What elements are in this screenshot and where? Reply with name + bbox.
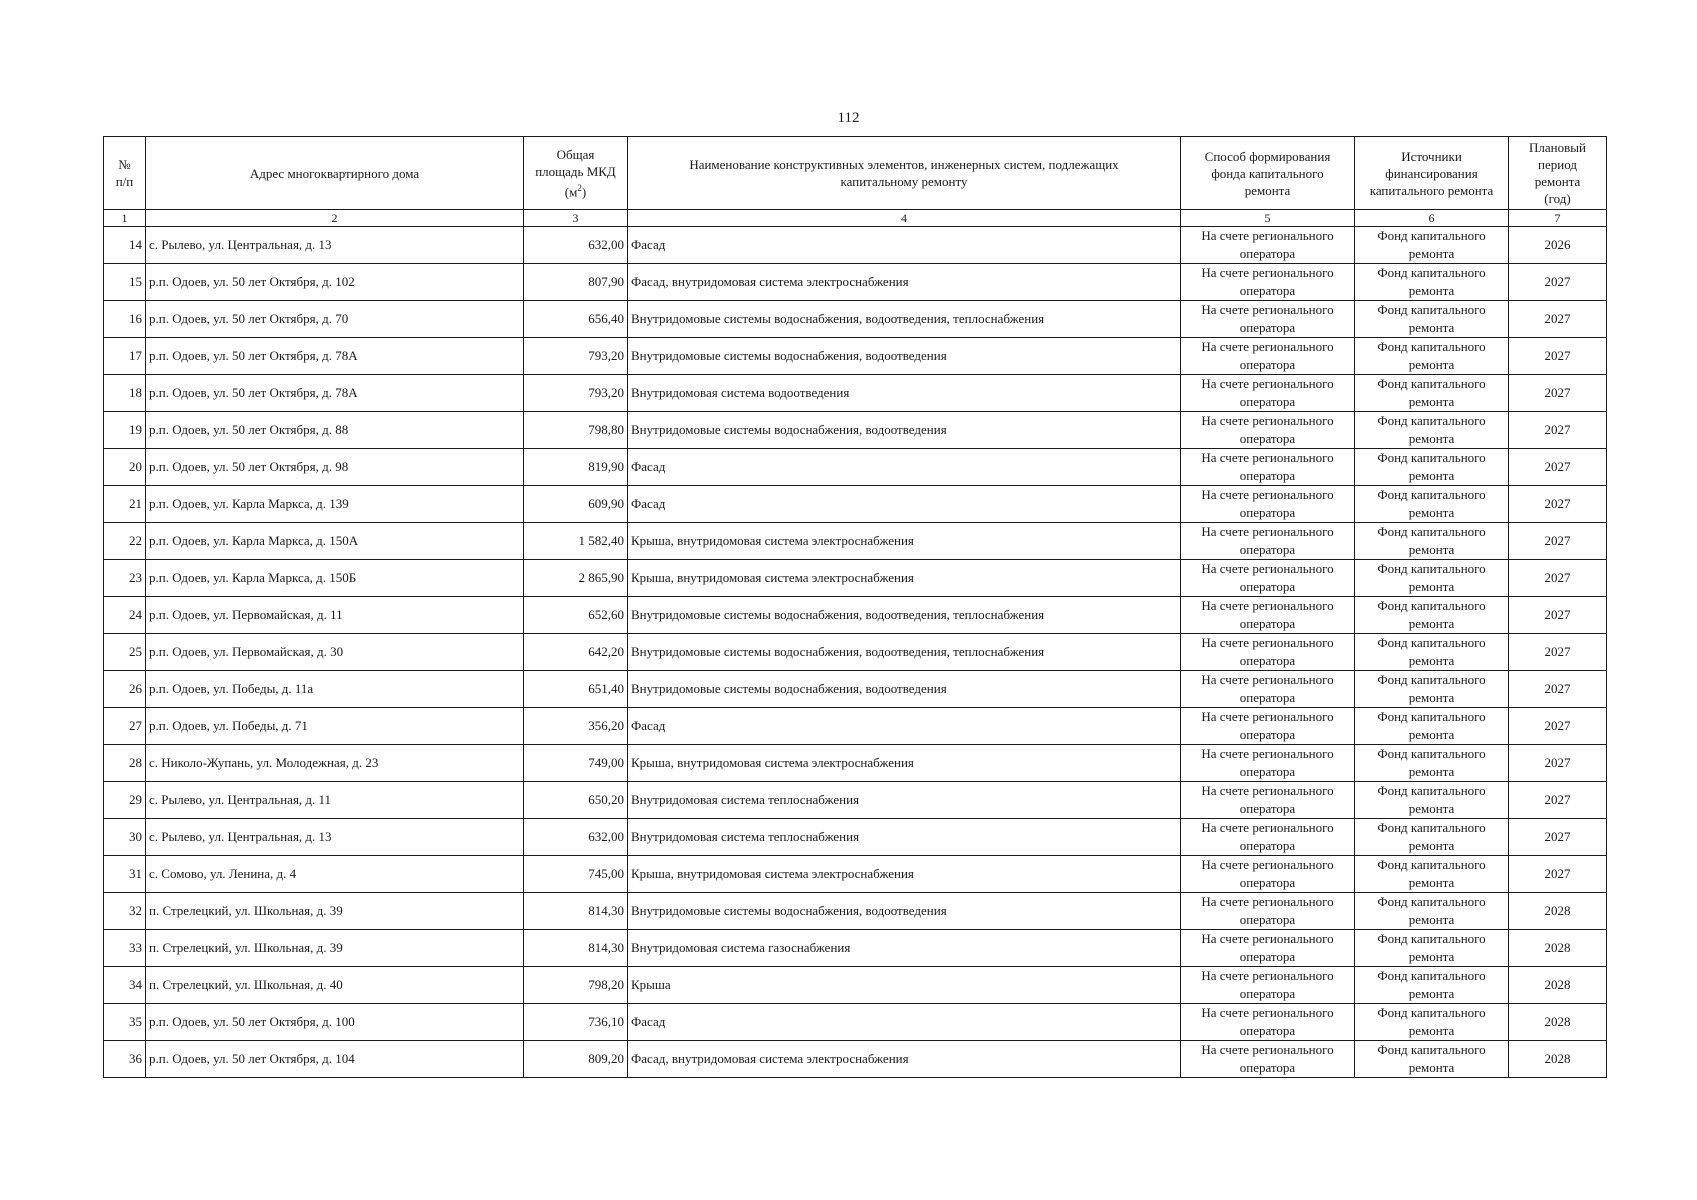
row-year: 2027: [1509, 301, 1607, 338]
table-body: [104, 227, 1607, 1078]
row-year: 2028: [1509, 1004, 1607, 1041]
row-address: р.п. Одоев, ул. 50 лет Октября, д. 102: [146, 264, 524, 301]
column-number: 7: [1509, 210, 1607, 227]
row-year: 2027: [1509, 708, 1607, 745]
page-number: 112: [837, 110, 860, 126]
row-method: На счете регионального оператора: [1181, 301, 1355, 338]
header-row: [104, 137, 1607, 210]
row-address: п. Стрелецкий, ул. Школьная, д. 39: [146, 930, 524, 967]
row-number: 36: [104, 1041, 146, 1078]
table-row: [104, 597, 1607, 634]
row-area: 736,10: [524, 1004, 628, 1041]
row-method: На счете регионального оператора: [1181, 708, 1355, 745]
row-elements: Фасад: [628, 227, 1181, 264]
row-method: На счете регионального оператора: [1181, 1041, 1355, 1078]
row-address: р.п. Одоев, ул. 50 лет Октября, д. 78А: [146, 375, 524, 412]
row-address: п. Стрелецкий, ул. Школьная, д. 40: [146, 967, 524, 1004]
header-period: Плановый период ремонта (год): [1509, 137, 1607, 210]
row-area: 798,20: [524, 967, 628, 1004]
row-address: р.п. Одоев, ул. Карла Маркса, д. 139: [146, 486, 524, 523]
table-row: [104, 560, 1607, 597]
table-row: [104, 264, 1607, 301]
table-row: [104, 671, 1607, 708]
row-number: 30: [104, 819, 146, 856]
row-method: На счете регионального оператора: [1181, 338, 1355, 375]
row-address: с. Рылево, ул. Центральная, д. 13: [146, 227, 524, 264]
row-method: На счете регионального оператора: [1181, 893, 1355, 930]
row-number: 21: [104, 486, 146, 523]
row-address: с. Рылево, ул. Центральная, д. 11: [146, 782, 524, 819]
row-year: 2027: [1509, 486, 1607, 523]
table-row: [104, 338, 1607, 375]
row-source: Фонд капитального ремонта: [1355, 338, 1509, 375]
table-row: [104, 1004, 1607, 1041]
row-year: 2027: [1509, 264, 1607, 301]
row-number: 19: [104, 412, 146, 449]
row-source: Фонд капитального ремонта: [1355, 301, 1509, 338]
row-number: 23: [104, 560, 146, 597]
table-row: [104, 301, 1607, 338]
column-number: 5: [1181, 210, 1355, 227]
column-number: 6: [1355, 210, 1509, 227]
row-address: р.п. Одоев, ул. 50 лет Октября, д. 88: [146, 412, 524, 449]
row-year: 2027: [1509, 856, 1607, 893]
row-area: 642,20: [524, 634, 628, 671]
row-address: р.п. Одоев, ул. Карла Маркса, д. 150А: [146, 523, 524, 560]
row-source: Фонд капитального ремонта: [1355, 893, 1509, 930]
table-row: [104, 819, 1607, 856]
row-elements: Фасад: [628, 708, 1181, 745]
row-method: На счете регионального оператора: [1181, 634, 1355, 671]
row-method: На счете регионального оператора: [1181, 486, 1355, 523]
row-elements: Внутридомовая система теплоснабжения: [628, 819, 1181, 856]
header-source: Источники финансирования капитального ремонта: [1355, 137, 1509, 210]
row-source: Фонд капитального ремонта: [1355, 930, 1509, 967]
row-year: 2028: [1509, 967, 1607, 1004]
row-source: Фонд капитального ремонта: [1355, 375, 1509, 412]
header-method: Способ формирования фонда капитального ремонта: [1181, 137, 1355, 210]
row-source: Фонд капитального ремонта: [1355, 412, 1509, 449]
table-row: [104, 708, 1607, 745]
table-row: [104, 523, 1607, 560]
row-year: 2027: [1509, 375, 1607, 412]
row-method: На счете регионального оператора: [1181, 375, 1355, 412]
row-address: р.п. Одоев, ул. 50 лет Октября, д. 78А: [146, 338, 524, 375]
column-number: 4: [628, 210, 1181, 227]
row-year: 2028: [1509, 1041, 1607, 1078]
row-elements: Внутридомовые системы водоснабжения, водоотведения: [628, 671, 1181, 708]
row-year: 2027: [1509, 782, 1607, 819]
row-method: На счете регионального оператора: [1181, 264, 1355, 301]
row-number: 26: [104, 671, 146, 708]
row-elements: Внутридомовая система теплоснабжения: [628, 782, 1181, 819]
row-elements: Фасад: [628, 449, 1181, 486]
row-number: 33: [104, 930, 146, 967]
row-number: 35: [104, 1004, 146, 1041]
row-source: Фонд капитального ремонта: [1355, 1041, 1509, 1078]
table-row: [104, 486, 1607, 523]
row-area: 798,80: [524, 412, 628, 449]
row-source: Фонд капитального ремонта: [1355, 856, 1509, 893]
row-number: 15: [104, 264, 146, 301]
row-elements: Внутридомовые системы водоснабжения, водоотведения, теплоснабжения: [628, 301, 1181, 338]
row-year: 2027: [1509, 560, 1607, 597]
row-method: На счете регионального оператора: [1181, 819, 1355, 856]
row-address: п. Стрелецкий, ул. Школьная, д. 39: [146, 893, 524, 930]
row-source: Фонд капитального ремонта: [1355, 560, 1509, 597]
row-elements: Крыша, внутридомовая система электроснабжения: [628, 560, 1181, 597]
row-year: 2027: [1509, 412, 1607, 449]
table-row: [104, 1041, 1607, 1078]
row-elements: Крыша, внутридомовая система электроснабжения: [628, 856, 1181, 893]
row-elements: Внутридомовые системы водоснабжения, водоотведения: [628, 338, 1181, 375]
row-year: 2027: [1509, 819, 1607, 856]
row-source: Фонд капитального ремонта: [1355, 634, 1509, 671]
row-year: 2028: [1509, 930, 1607, 967]
row-elements: Внутридомовые системы водоснабжения, водоотведения: [628, 412, 1181, 449]
row-number: 17: [104, 338, 146, 375]
row-area: 632,00: [524, 227, 628, 264]
row-area: 652,60: [524, 597, 628, 634]
row-year: 2027: [1509, 745, 1607, 782]
row-method: На счете регионального оператора: [1181, 597, 1355, 634]
row-area: 809,20: [524, 1041, 628, 1078]
row-source: Фонд капитального ремонта: [1355, 227, 1509, 264]
table-row: [104, 856, 1607, 893]
row-area: 632,00: [524, 819, 628, 856]
row-area: 814,30: [524, 930, 628, 967]
row-number: 29: [104, 782, 146, 819]
row-elements: Внутридомовые системы водоснабжения, водоотведения: [628, 893, 1181, 930]
row-elements: Фасад, внутридомовая система электроснабжения: [628, 264, 1181, 301]
row-elements: Внутридомовая система водоотведения: [628, 375, 1181, 412]
row-elements: Внутридомовые системы водоснабжения, водоотведения, теплоснабжения: [628, 597, 1181, 634]
table-row: [104, 893, 1607, 930]
row-area: 793,20: [524, 375, 628, 412]
row-method: На счете регионального оператора: [1181, 856, 1355, 893]
row-area: 745,00: [524, 856, 628, 893]
row-method: На счете регионального оператора: [1181, 227, 1355, 264]
row-area: 793,20: [524, 338, 628, 375]
row-area: 2 865,90: [524, 560, 628, 597]
row-elements: Фасад: [628, 1004, 1181, 1041]
row-address: р.п. Одоев, ул. Победы, д. 71: [146, 708, 524, 745]
row-method: На счете регионального оператора: [1181, 745, 1355, 782]
row-area: 651,40: [524, 671, 628, 708]
row-source: Фонд капитального ремонта: [1355, 486, 1509, 523]
row-year: 2028: [1509, 893, 1607, 930]
table-row: [104, 930, 1607, 967]
row-year: 2027: [1509, 338, 1607, 375]
header-num: № п/п: [104, 137, 146, 210]
row-area: 819,90: [524, 449, 628, 486]
row-number: 34: [104, 967, 146, 1004]
row-number: 28: [104, 745, 146, 782]
row-address: р.п. Одоев, ул. Первомайская, д. 11: [146, 597, 524, 634]
row-address: р.п. Одоев, ул. Первомайская, д. 30: [146, 634, 524, 671]
table-row: [104, 375, 1607, 412]
row-source: Фонд капитального ремонта: [1355, 671, 1509, 708]
row-elements: Внутридомовые системы водоснабжения, водоотведения, теплоснабжения: [628, 634, 1181, 671]
row-source: Фонд капитального ремонта: [1355, 967, 1509, 1004]
row-method: На счете регионального оператора: [1181, 449, 1355, 486]
table-row: [104, 227, 1607, 264]
row-source: Фонд капитального ремонта: [1355, 708, 1509, 745]
row-source: Фонд капитального ремонта: [1355, 1004, 1509, 1041]
row-elements: Крыша, внутридомовая система электроснабжения: [628, 523, 1181, 560]
column-number: 3: [524, 210, 628, 227]
row-source: Фонд капитального ремонта: [1355, 745, 1509, 782]
row-elements: Крыша, внутридомовая система электроснабжения: [628, 745, 1181, 782]
column-number-row: [104, 210, 1607, 227]
row-area: 1 582,40: [524, 523, 628, 560]
row-address: с. Рылево, ул. Центральная, д. 13: [146, 819, 524, 856]
row-method: На счете регионального оператора: [1181, 671, 1355, 708]
row-number: 16: [104, 301, 146, 338]
table-row: [104, 745, 1607, 782]
row-year: 2027: [1509, 671, 1607, 708]
row-year: 2027: [1509, 597, 1607, 634]
row-number: 27: [104, 708, 146, 745]
row-number: 31: [104, 856, 146, 893]
row-number: 18: [104, 375, 146, 412]
row-area: 814,30: [524, 893, 628, 930]
row-address: р.п. Одоев, ул. 50 лет Октября, д. 104: [146, 1041, 524, 1078]
header-address: Адрес многоквартирного дома: [146, 137, 524, 210]
row-elements: Крыша: [628, 967, 1181, 1004]
row-method: На счете регионального оператора: [1181, 1004, 1355, 1041]
row-year: 2027: [1509, 634, 1607, 671]
row-area: 609,90: [524, 486, 628, 523]
capital-repair-table: [103, 136, 1607, 1078]
row-method: На счете регионального оператора: [1181, 967, 1355, 1004]
row-address: с. Николо-Жупань, ул. Молодежная, д. 23: [146, 745, 524, 782]
row-address: р.п. Одоев, ул. 50 лет Октября, д. 98: [146, 449, 524, 486]
row-elements: Внутридомовая система газоснабжения: [628, 930, 1181, 967]
row-source: Фонд капитального ремонта: [1355, 449, 1509, 486]
column-number: 1: [104, 210, 146, 227]
row-address: р.п. Одоев, ул. Карла Маркса, д. 150Б: [146, 560, 524, 597]
column-number: 2: [146, 210, 524, 227]
row-source: Фонд капитального ремонта: [1355, 597, 1509, 634]
row-year: 2027: [1509, 449, 1607, 486]
row-area: 656,40: [524, 301, 628, 338]
row-year: 2027: [1509, 523, 1607, 560]
row-address: р.п. Одоев, ул. Победы, д. 11а: [146, 671, 524, 708]
row-method: На счете регионального оператора: [1181, 523, 1355, 560]
row-area: 807,90: [524, 264, 628, 301]
row-method: На счете регионального оператора: [1181, 412, 1355, 449]
header-elements: Наименование конструктивных элементов, инженерных систем, подлежащих капитальному ремонту: [628, 137, 1181, 210]
row-address: р.п. Одоев, ул. 50 лет Октября, д. 70: [146, 301, 524, 338]
row-number: 24: [104, 597, 146, 634]
row-number: 22: [104, 523, 146, 560]
row-address: р.п. Одоев, ул. 50 лет Октября, д. 100: [146, 1004, 524, 1041]
row-method: На счете регионального оператора: [1181, 782, 1355, 819]
row-area: 650,20: [524, 782, 628, 819]
row-number: 14: [104, 227, 146, 264]
table-row: [104, 967, 1607, 1004]
row-source: Фонд капитального ремонта: [1355, 819, 1509, 856]
row-area: 749,00: [524, 745, 628, 782]
row-area: 356,20: [524, 708, 628, 745]
row-number: 32: [104, 893, 146, 930]
row-method: На счете регионального оператора: [1181, 560, 1355, 597]
row-year: 2026: [1509, 227, 1607, 264]
row-number: 25: [104, 634, 146, 671]
row-source: Фонд капитального ремонта: [1355, 523, 1509, 560]
row-number: 20: [104, 449, 146, 486]
row-source: Фонд капитального ремонта: [1355, 782, 1509, 819]
table-row: [104, 634, 1607, 671]
row-elements: Фасад, внутридомовая система электроснабжения: [628, 1041, 1181, 1078]
header-area: Общая площадь МКД $(м^2)$: [524, 137, 628, 210]
table-row: [104, 412, 1607, 449]
row-elements: Фасад: [628, 486, 1181, 523]
row-source: Фонд капитального ремонта: [1355, 264, 1509, 301]
row-method: На счете регионального оператора: [1181, 930, 1355, 967]
table-row: [104, 449, 1607, 486]
table-row: [104, 782, 1607, 819]
row-address: с. Сомово, ул. Ленина, д. 4: [146, 856, 524, 893]
